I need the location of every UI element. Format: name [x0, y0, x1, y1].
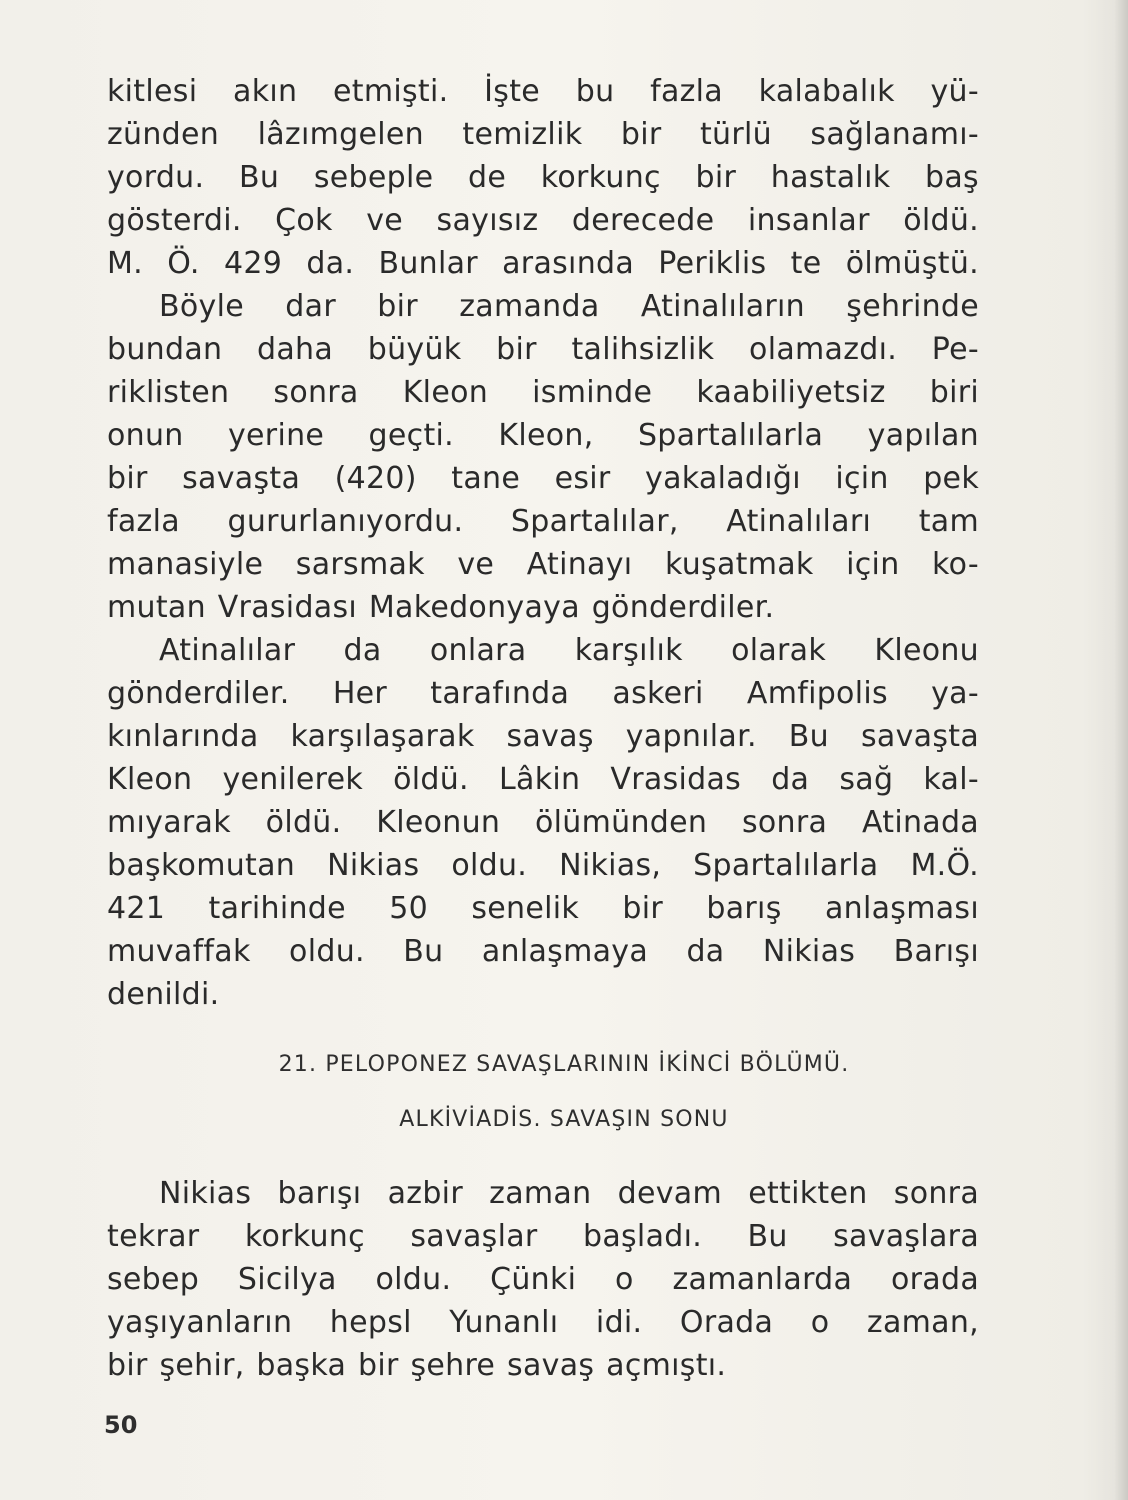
text-line: başkomutan Nikias oldu. Nikias, Spartalılarla M.Ö.: [107, 848, 979, 883]
text-line: manasiyle sarsmak ve Atinayı kuşatmak için ko-: [107, 547, 979, 582]
text-line: muvaffak oldu. Bu anlaşmaya da Nikias Barışı: [107, 934, 979, 969]
text-line: yordu. Bu sebeple de korkunç bir hastalık baş: [107, 160, 979, 195]
text-line: Nikias barışı azbir zaman devam ettikten sonra: [159, 1176, 979, 1211]
text-line: gönderdiler. Her tarafında askeri Amfipolis ya-: [107, 676, 979, 711]
text-line: mutan Vrasidası Makedonyaya gönderdiler.: [107, 590, 775, 625]
text-line: yaşıyanların hepsl Yunanlı idi. Orada o zaman,: [107, 1305, 979, 1340]
page-number: 50: [104, 1411, 138, 1439]
text-line: kitlesi akın etmişti. İşte bu fazla kalabalık yü-: [107, 74, 979, 109]
text-line: tekrar korkunç savaşlar başladı. Bu savaşlara: [107, 1219, 979, 1254]
text-line: bir savaşta (420) tane esir yakaladığı için pek: [107, 461, 979, 496]
text-line: Atinalılar da onlara karşılık olarak Kleonu: [159, 633, 979, 668]
text-line: 421 tarihinde 50 senelik bir barış anlaşması: [107, 891, 979, 926]
text-line: onun yerine geçti. Kleon, Spartalılarla yapılan: [107, 418, 979, 453]
text-line: gösterdi. Çok ve sayısız derecede insanlar öldü.: [107, 203, 979, 238]
text-line: mıyarak öldü. Kleonun ölümünden sonra Atinada: [107, 805, 979, 840]
text-line: kınlarında karşılaşarak savaş yapnılar. Bu savaşta: [107, 719, 979, 754]
text-line: sebep Sicilya oldu. Çünki o zamanlarda orada: [107, 1262, 979, 1297]
text-line: zünden lâzımgelen temizlik bir türlü sağlanamı-: [107, 117, 979, 152]
text-line: Kleon yenilerek öldü. Lâkin Vrasidas da sağ kal-: [107, 762, 979, 797]
text-line: fazla gururlanıyordu. Spartalılar, Atinalıları tam: [107, 504, 979, 539]
text-line: bir şehir, başka bir şehre savaş açmıştı.: [107, 1348, 727, 1383]
text-line: riklisten sonra Kleon isminde kaabiliyetsiz biri: [107, 375, 979, 410]
text-line: denildi.: [107, 977, 220, 1012]
section-heading-line-1: 21. PELOPONEZ SAVAŞLARININ İKİNCİ BÖLÜMÜ.: [278, 1052, 850, 1077]
section-heading-line-2: ALKİVİADİS. SAVAŞIN SONU: [399, 1107, 729, 1132]
page-edge-shadow: [1114, 0, 1128, 1500]
text-line: Böyle dar bir zamanda Atinalıların şehrinde: [159, 289, 979, 324]
text-line: M. Ö. 429 da. Bunlar arasında Periklis te ölmüştü.: [107, 246, 979, 281]
text-line: bundan daha büyük bir talihsizlik olamazdı. Pe-: [107, 332, 979, 367]
